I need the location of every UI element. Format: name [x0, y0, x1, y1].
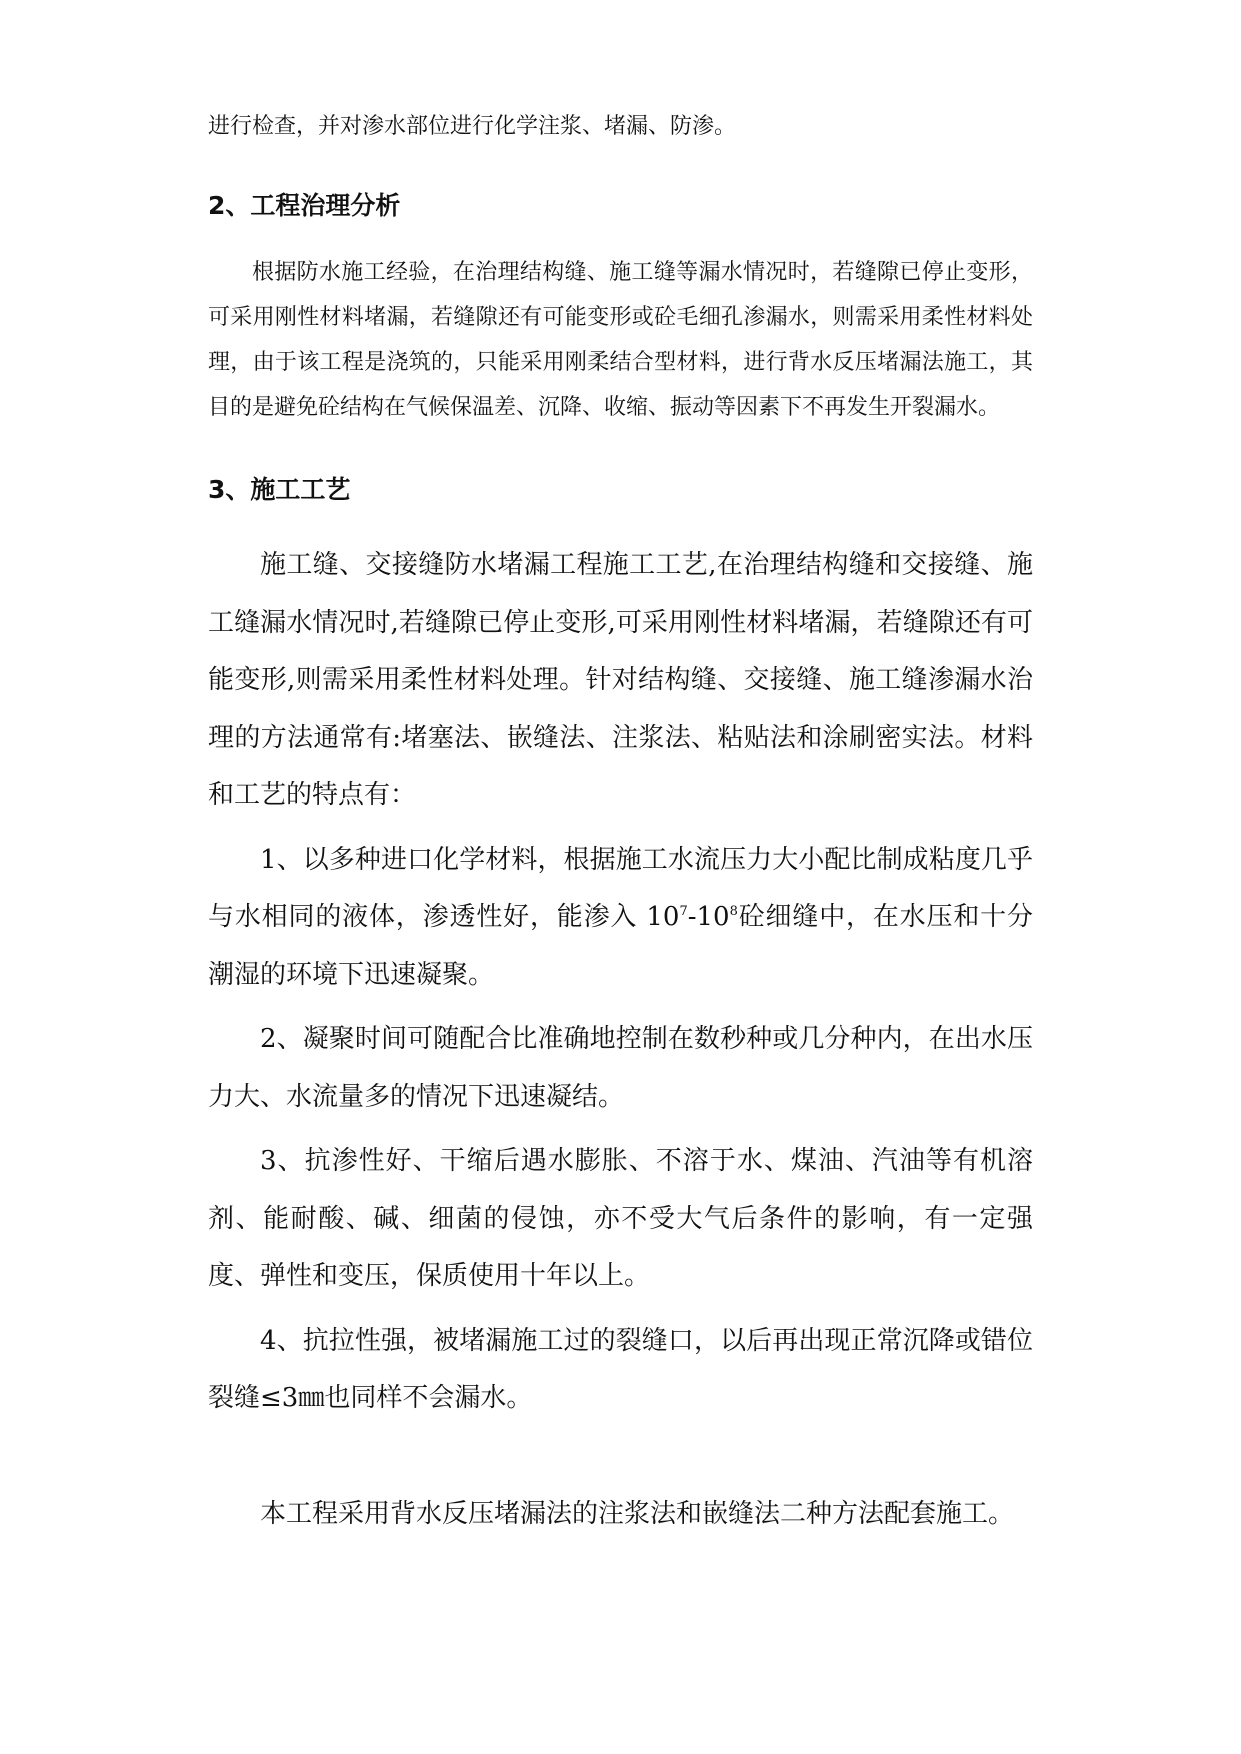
section-3-body [208, 537, 1033, 1543]
item-1-exponent-1: 7 [679, 904, 688, 919]
section-2-paragraph: 根据防水施工经验，在治理结构缝、施工缝等漏水情况时，若缝隙已停止变形，可采用刚性材料堵漏，若缝隙还有可能变形或砼毛细孔渗漏水，则需采用柔性材料处理，由于该工程是浇筑的，只能采用刚柔结合型材料，进行背水反压堵漏法施工，其目的是避免砼结构在气候保温差、沉降、收缩、振动等因素下不再发生开裂漏水。 [208, 260, 1033, 420]
section-3-item-1 [208, 832, 1033, 1005]
intro-text: 进行检查，并对渗水部位进行化学注浆、堵漏、防渗。 [208, 114, 737, 139]
section-3-intro: 施工缝、交接缝防水堵漏工程施工工艺,在治理结构缝和交接缝、施工缝漏水情况时,若缝隙已停止变形,可采用刚性材料堵漏，若缝隙还有可能变形,则需采用柔性材料处理。针对结构缝、交接缝、施工缝渗漏水治理的方法通常有:堵塞法、嵌缝法、注浆法、粘贴法和涂刷密实法。材料和工艺的特点有： [208, 550, 1033, 810]
item-1-exponent-2: 8 [729, 904, 738, 919]
item-1-text-start: 1、以多种进口化学材料，根据施工水流压力大小配比制成粘度几乎与水相同的液体，渗透性好，能渗入 10 [208, 844, 1033, 932]
section-3-conclusion: 本工程采用背水反压堵漏法的注浆法和嵌缝法二种方法配套施工。 [260, 1498, 1015, 1529]
item-1-text-end: 砼细缝中，在水压和十分潮湿的环境下迅速凝聚。 [208, 902, 1033, 990]
section-3-item-4: 4、抗拉性强，被堵漏施工过的裂缝口，以后再出现正常沉降或错位裂缝≤3㎜也同样不会漏水。 [208, 1325, 1033, 1413]
section-3-heading: 3、施工工艺 [208, 475, 351, 504]
section-3-item-3: 3、抗渗性好、干缩后遇水膨胀、不溶于水、煤油、汽油等有机溶剂、能耐酸、碱、细菌的侵蚀，亦不受大气后条件的影响，有一定强度、弹性和变压，保质使用十年以上。 [208, 1146, 1033, 1291]
section-2-heading: 2、工程治理分析 [208, 191, 401, 220]
item-1-text-mid: -10 [687, 902, 730, 932]
section-3-item-2: 2、凝聚时间可随配合比准确地控制在数秒种或几分种内，在出水压力大、水流量多的情况下迅速凝结。 [208, 1024, 1033, 1112]
